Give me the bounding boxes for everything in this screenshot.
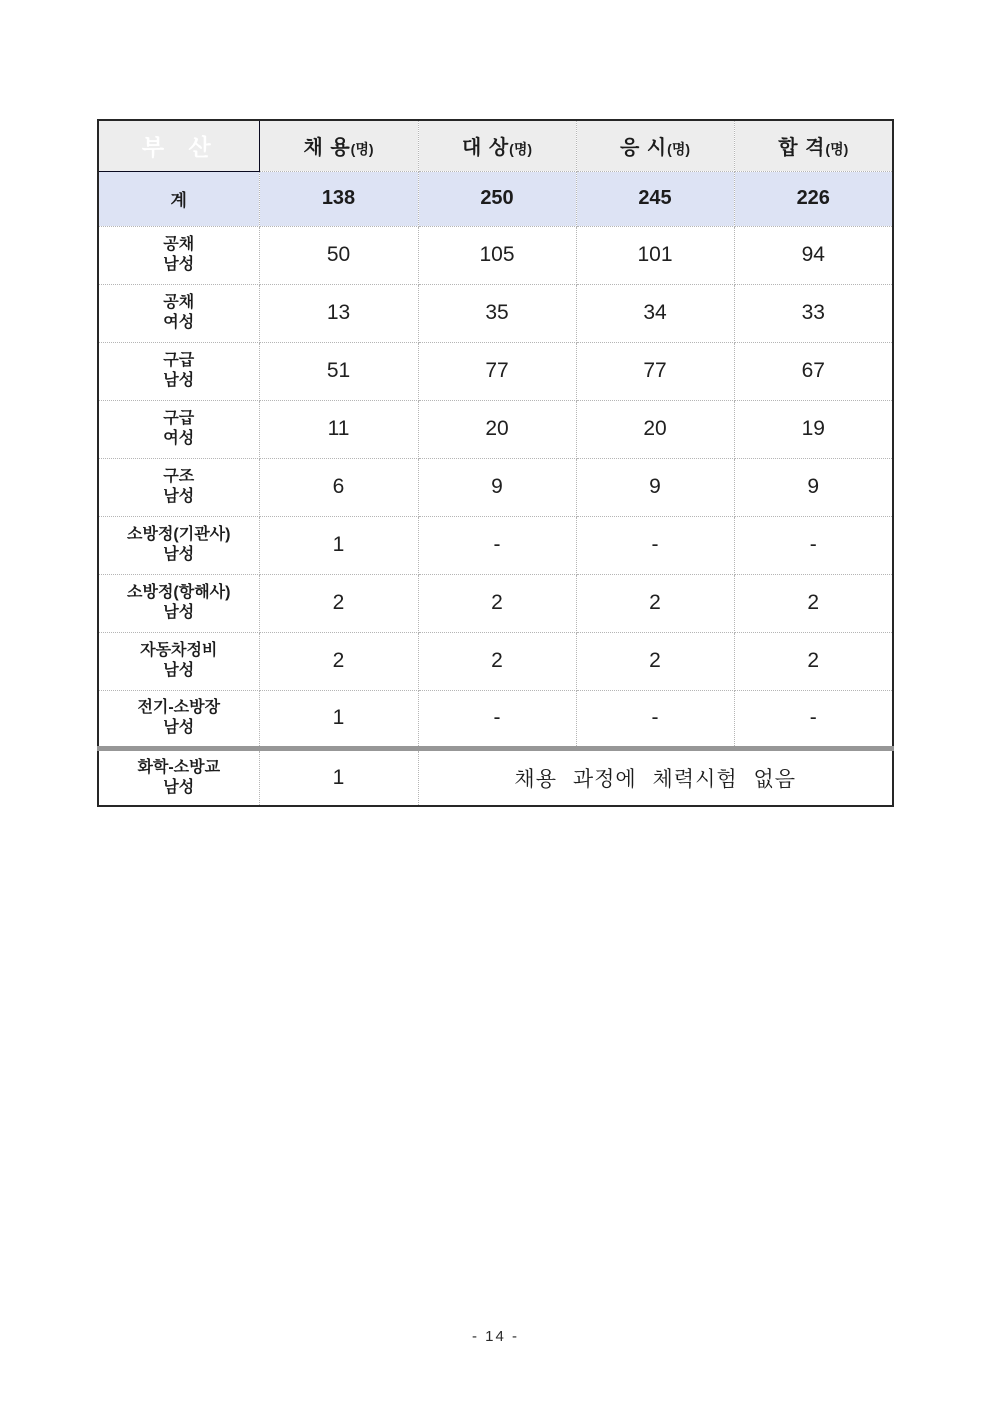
row-label (98, 226, 259, 284)
row-gender: 남성 (163, 662, 195, 679)
col-header-unit: (명) (350, 141, 374, 158)
table-row-with-note (98, 748, 893, 806)
row-label (98, 574, 259, 632)
cell-value: - (734, 690, 893, 748)
table-row (98, 342, 893, 400)
cell-value: 51 (259, 342, 418, 400)
row-gender: 남성 (163, 256, 195, 273)
busan-recruitment-fitness-table (97, 119, 894, 807)
row-category: 소방정(항해사) (127, 584, 231, 601)
cell-value: 226 (734, 171, 893, 226)
col-header-unit: (명) (667, 141, 691, 158)
col-header-text: 합 격 (778, 137, 826, 160)
cell-value: 50 (259, 226, 418, 284)
cell-value: 9 (734, 458, 893, 516)
row-gender: 남성 (163, 778, 195, 796)
cell-value: 1 (259, 748, 418, 806)
row-label: 계 (98, 171, 259, 226)
row-label (98, 632, 259, 690)
cell-value: 35 (418, 284, 576, 342)
col-header-unit: (명) (509, 141, 533, 158)
col-header-unit: (명) (825, 141, 849, 158)
cell-value: 6 (259, 458, 418, 516)
cell-value: 2 (259, 574, 418, 632)
row-label (98, 342, 259, 400)
col-header-text: 응 시 (619, 137, 668, 160)
table-header-row (98, 120, 893, 171)
row-category: 구조 (163, 468, 195, 485)
cell-value: 2 (418, 574, 576, 632)
col-header-passed (734, 120, 893, 171)
row-label (98, 690, 259, 748)
cell-value: 20 (576, 400, 734, 458)
cell-value: - (576, 516, 734, 574)
cell-value: - (734, 516, 893, 574)
cell-value: 250 (418, 171, 576, 226)
table-row (98, 574, 893, 632)
cell-value: 101 (576, 226, 734, 284)
cell-value: 2 (576, 574, 734, 632)
cell-value: 67 (734, 342, 893, 400)
row-category: 공채 (163, 294, 195, 311)
row-gender: 남성 (163, 488, 195, 505)
cell-value: 9 (418, 458, 576, 516)
col-header-text: 채 용 (303, 137, 351, 160)
cell-value: 105 (418, 226, 576, 284)
row-gender: 여성 (163, 430, 195, 447)
row-gender: 여성 (163, 314, 195, 331)
col-header-applied (576, 120, 734, 171)
row-category: 구급 (163, 352, 195, 369)
table-row (98, 400, 893, 458)
row-gender: 남성 (163, 546, 195, 563)
cell-value: 2 (576, 632, 734, 690)
row-label (98, 400, 259, 458)
table-row (98, 516, 893, 574)
table-row (98, 284, 893, 342)
row-label (98, 748, 259, 806)
cell-value: 138 (259, 171, 418, 226)
row-label (98, 284, 259, 342)
cell-value: - (418, 516, 576, 574)
cell-value: 2 (734, 632, 893, 690)
cell-value: 13 (259, 284, 418, 342)
table-row (98, 690, 893, 748)
no-fitness-test-note: 채용 과정에 체력시험 없음 (418, 748, 893, 806)
cell-value: 2 (418, 632, 576, 690)
cell-value: 2 (259, 632, 418, 690)
cell-value: 245 (576, 171, 734, 226)
row-category: 소방정(기관사) (127, 526, 231, 543)
total-row (98, 171, 893, 226)
cell-value: 2 (734, 574, 893, 632)
cell-value: 33 (734, 284, 893, 342)
cell-value: - (576, 690, 734, 748)
cell-value: 77 (418, 342, 576, 400)
row-gender: 남성 (163, 604, 195, 621)
cell-value: 1 (259, 690, 418, 748)
cell-value: 94 (734, 226, 893, 284)
row-category: 화학-소방교 (137, 758, 221, 776)
row-category: 자동차정비 (140, 642, 218, 659)
row-gender: 남성 (163, 372, 195, 389)
col-header-text: 대 상 (461, 137, 510, 160)
cell-value: 77 (576, 342, 734, 400)
cell-value: 9 (576, 458, 734, 516)
cell-value: 1 (259, 516, 418, 574)
cell-value: 34 (576, 284, 734, 342)
row-category: 공채 (163, 236, 195, 253)
cell-value: 19 (734, 400, 893, 458)
row-label (98, 516, 259, 574)
row-label (98, 458, 259, 516)
row-category: 구급 (163, 410, 195, 427)
page-number: - 14 - (471, 1328, 519, 1345)
table-row (98, 458, 893, 516)
row-category: 전기-소방장 (137, 699, 221, 716)
table-row (98, 632, 893, 690)
region-header-cell: 부 산 (98, 120, 259, 171)
cell-value: 11 (259, 400, 418, 458)
cell-value: - (418, 690, 576, 748)
table-row (98, 226, 893, 284)
cell-value: 20 (418, 400, 576, 458)
row-gender: 남성 (163, 719, 195, 736)
col-header-recruited (259, 120, 418, 171)
col-header-eligible (418, 120, 576, 171)
